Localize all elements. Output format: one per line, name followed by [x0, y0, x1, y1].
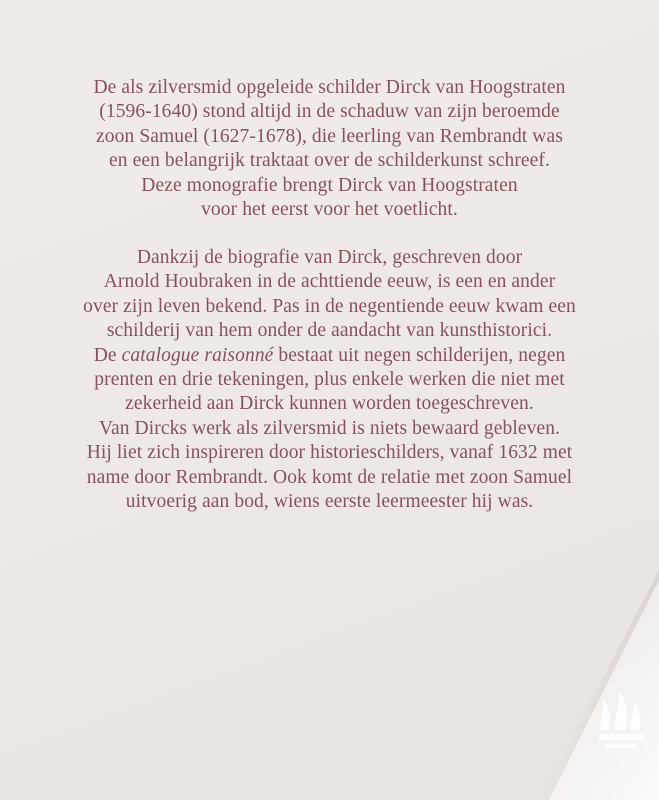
text-fragment: De — [93, 344, 122, 366]
text-line: Hij liet zich inspireren door historieschilders, vanaf 1632 met — [86, 442, 573, 464]
text-line: zoon Samuel (1627-1678), die leerling van Rembrandt was — [96, 125, 563, 147]
text-line: Dankzij de biografie van Dirck, geschreven door — [136, 247, 523, 268]
text-line: prenten en drie tekeningen, plus enkele werken die niet met — [94, 369, 565, 391]
text-line: uitvoerig aan bod, wiens eerste leermeester hij was. — [125, 491, 534, 513]
text-fragment: bestaat uit negen schilderijen, negen — [273, 344, 566, 366]
text-line: Van Dircks werk als zilversmid is niets bewaard gebleven. — [98, 417, 561, 439]
watermark-graphic — [539, 570, 659, 800]
text-line: Arnold Houbraken in de achttiende eeuw, is een en ander — [103, 271, 556, 293]
corner-watermark — [539, 570, 659, 800]
text-line: schilderij van hem onder de aandacht van kunsthistorici. — [106, 320, 553, 342]
fold-highlight — [549, 580, 659, 800]
text-line: voor het eerst voor het voetlicht. — [201, 199, 458, 221]
blurb-paragraph-1 — [40, 76, 619, 222]
text-line: (1596-1640) stond altijd in de schaduw van zijn beroemde — [99, 101, 560, 123]
text-line: en een belangrijk traktaat over de schilderkunst schreef. — [108, 150, 550, 172]
text-line: over zijn leven bekend. Pas in de negentiende eeuw kwam een — [83, 295, 576, 317]
text-line-with-italic — [40, 344, 619, 368]
text-line: name door Rembrandt. Ook komt de relatie met zoon Samuel — [86, 466, 573, 488]
text-line: zekerheid aan Dirck kunnen worden toegeschreven. — [125, 393, 534, 415]
text-line: Deze monografie brengt Dirck van Hoogstraten — [141, 174, 518, 196]
italic-term: catalogue raisonné — [121, 344, 274, 366]
blurb-paragraph-2 — [40, 246, 619, 514]
text-line: De als zilversmid opgeleide schilder Dirck van Hoogstraten — [93, 77, 566, 98]
